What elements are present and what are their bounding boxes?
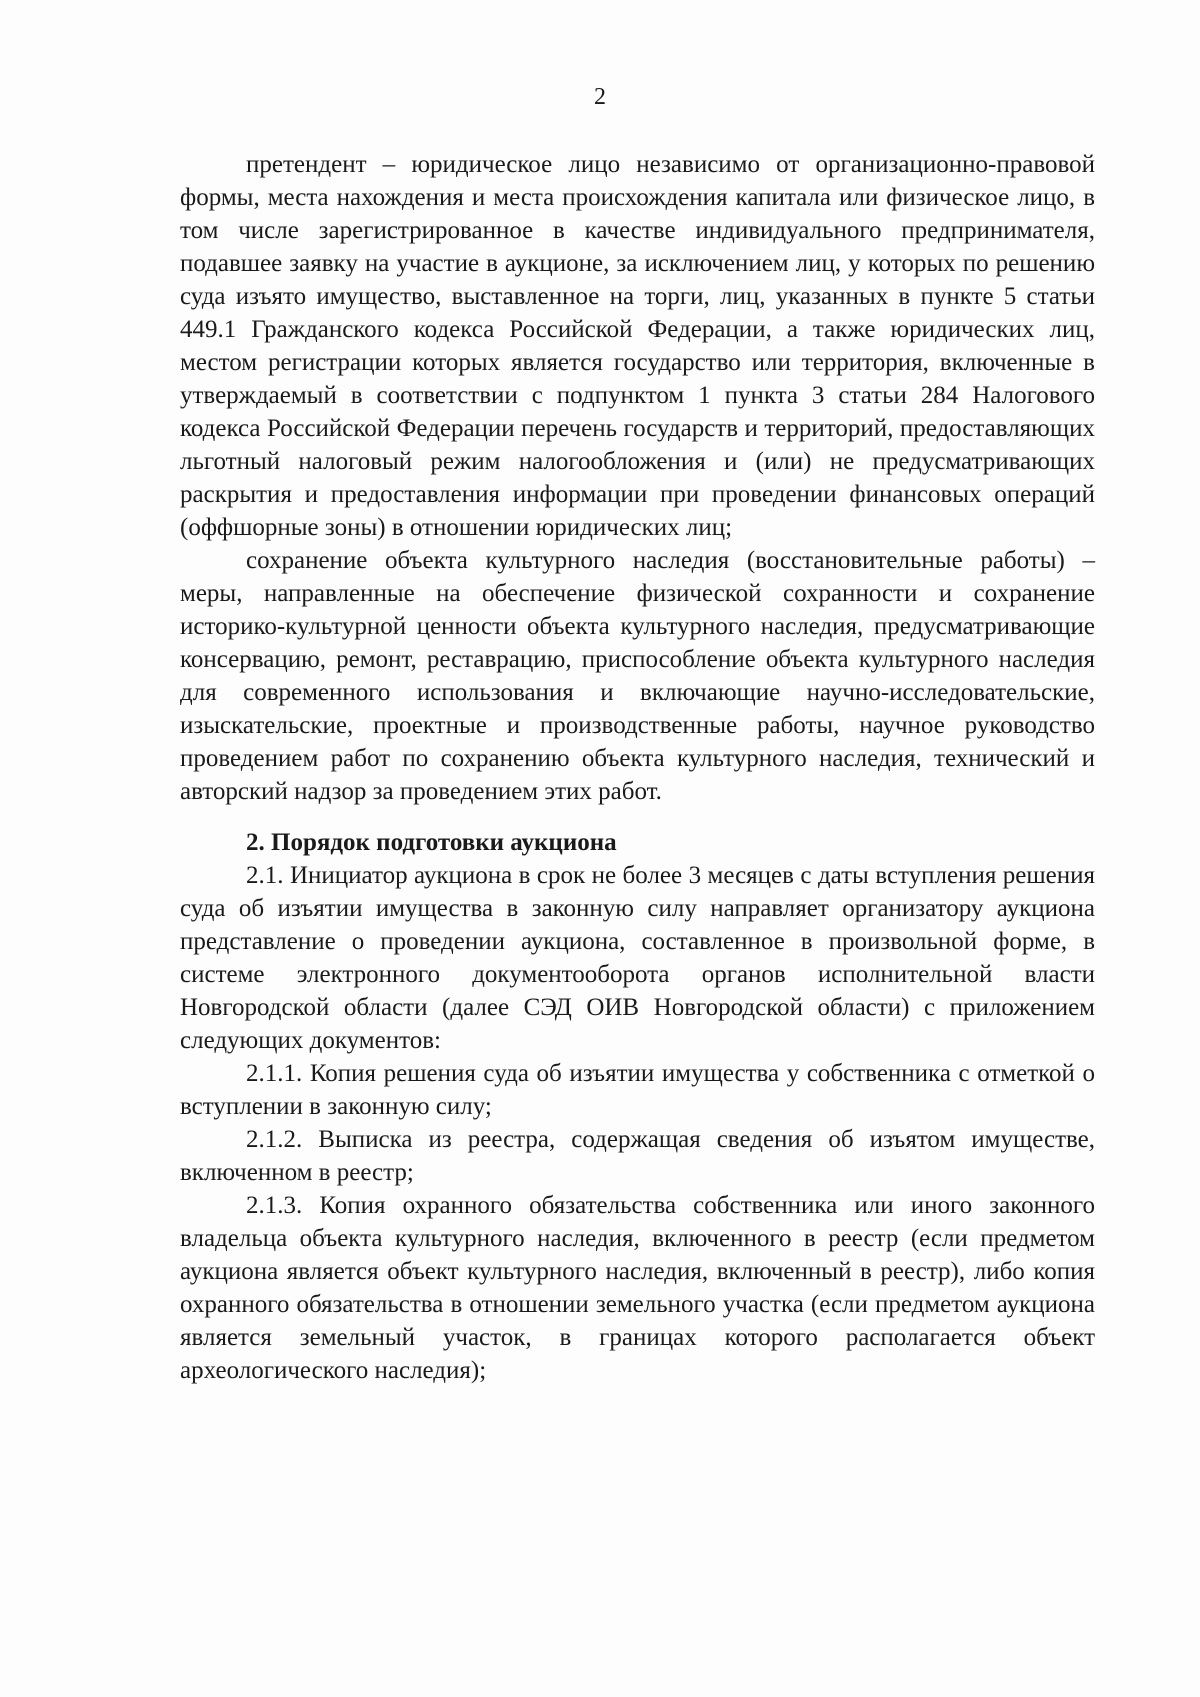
definition-preservation: сохранение объекта культурного наследия (восстановительные работы) – меры, направленные на обеспечение физической сохранности и сохранение историко-культурной ценности объекта культурного наследия, предусматривающие консервацию, ремонт, реставрацию, приспособление объекта культурного наследия для современного использования и включающие научно-исследовательские, изыскательские, проектные и производственные работы, научное руководство проведением работ по сохранению объекта культурного наследия, технический и авторский надзор за проведением этих работ. [180, 547, 1095, 805]
clause-2-1-2: 2.1.2. Выписка из реестра, содержащая сведения об изъятом имуществе, включенном в реестр; [180, 1126, 1095, 1186]
clause-2-1-1: 2.1.1. Копия решения суда об изъятии имущества у собственника с отметкой о вступлении в законную силу; [180, 1060, 1095, 1120]
clause-2-1-3: 2.1.3. Копия охранного обязательства собственника или иного законного владельца объекта культурного наследия, включенного в реестр (если предметом аукциона является объект культурного наследия, включенный в реестр), либо копия охранного обязательства в отношении земельного участка (если предметом аукциона является земельный участок, в границах которого располагается объект археологического наследия); [180, 1192, 1095, 1384]
clause-2-1: 2.1. Инициатор аукциона в срок не более 3 месяцев с даты вступления решения суда об изъятии имущества в законную силу направляет организатору аукциона представление о проведении аукциона, составленное в произвольной форме, в системе электронного документооборота органов исполнительной власти Новгородской области (далее СЭД ОИВ Новгородской области) с приложением следующих документов: [180, 862, 1095, 1054]
page-number: 2 [594, 84, 606, 110]
section-heading: 2. Порядок подготовки аукциона [246, 829, 617, 856]
document-body [180, 148, 1095, 1387]
definition-applicant: претендент – юридическое лицо независимо от организационно-правовой формы, места нахождения и места происхождения капитала или физическое лицо, в том числе зарегистрированное в качестве индивидуального предпринимателя, подавшее заявку на участие в аукционе, за исключением лиц, у которых по решению суда изъято имущество, выставленное на торги, лиц, указанных в пункте 5 статьи 449.1 Гражданского кодекса Российской Федерации, а также юридических лиц, местом регистрации которых является государство или территория, включенные в утверждаемый в соответствии с подпунктом 1 пункта 3 статьи 284 Налогового кодекса Российской Федерации перечень государств и территорий, предоставляющих льготный налоговый режим налогообложения и (или) не предусматривающих раскрытия и предоставления информации при проведении финансовых операций (оффшорные зоны) в отношении юридических лиц; [180, 151, 1095, 541]
